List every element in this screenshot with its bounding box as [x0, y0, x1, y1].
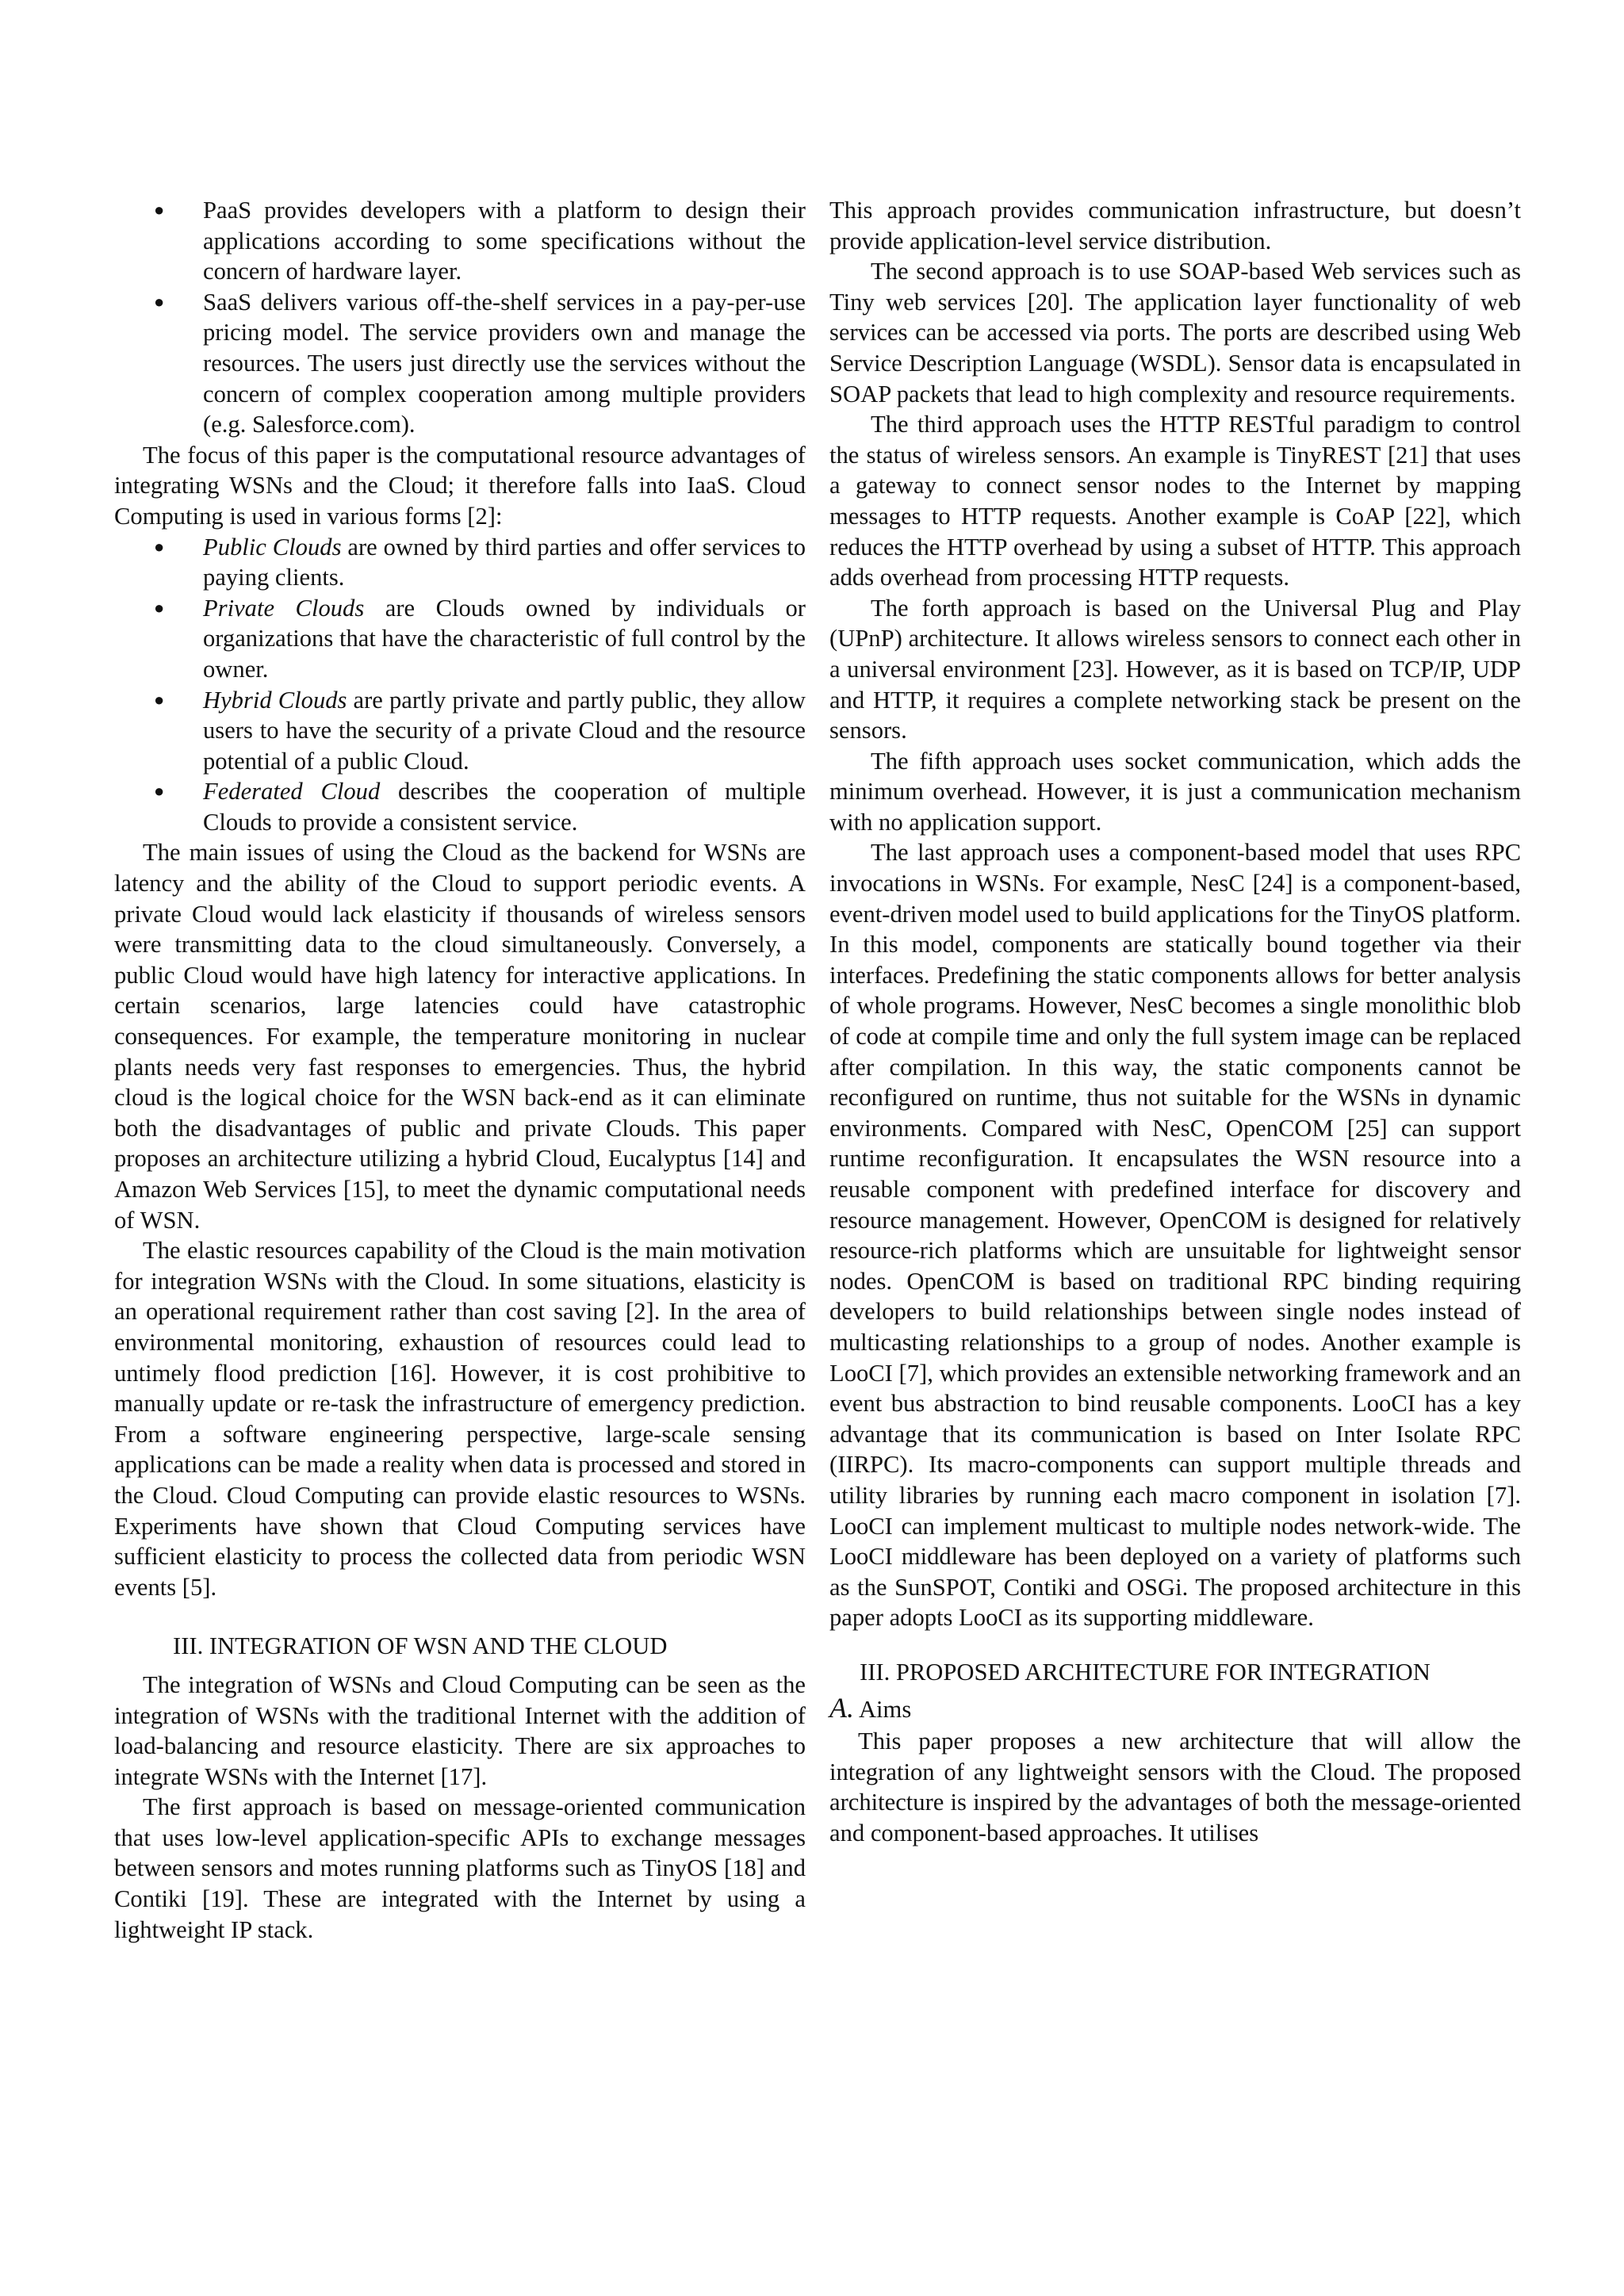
subsection-letter: A.	[829, 1691, 854, 1724]
cloud-types-list	[114, 532, 806, 838]
paragraph-fifth-approach: The fifth approach uses socket communication, which adds the minimum overhead. However, it is just a communication mechanism with no application support.	[829, 747, 1521, 836]
service-model-list	[114, 195, 806, 440]
section-heading-integration: III. INTEGRATION OF WSN AND THE CLOUD	[173, 1632, 668, 1660]
paragraph-forth-approach: The forth approach is based on the Universal Plug and Play (UPnP) architecture. It allows wireless sensors to connect each other in a universal environment [23]. However, as it is based on TCP/IP, UDP and HTTP, it requires a complete networking stack be present on the sensors.	[829, 594, 1521, 744]
list-item: ● Public Clouds are owned by third parties and offer services to paying clients.	[154, 533, 806, 591]
right-column	[829, 195, 1521, 1848]
paragraph-focus: The focus of this paper is the computational resource advantages of integrating WSNs and the Cloud; it therefore falls into IaaS. Cloud Computing is used in various forms [2]:	[114, 441, 806, 530]
paragraph-second-approach: The second approach is to use SOAP-based Web services such as Tiny web services [20]. The application layer functionality of web services can be accessed via ports. The ports are described using Web Service Description Language (WSDL). Sensor data is encapsulated in SOAP packets that lead to high complexity and resource requirements.	[829, 258, 1521, 408]
left-column	[114, 195, 806, 1945]
section-heading-proposed: III. PROPOSED ARCHITECTURE FOR INTEGRATION	[860, 1658, 1431, 1686]
list-item: ● Federated Cloud describes the cooperation of multiple Clouds to provide a consistent service.	[154, 778, 806, 836]
list-item: ● Hybrid Clouds are partly private and partly public, they allow users to have the security of a private Cloud and the resource potential of a public Cloud.	[154, 686, 806, 775]
term-private-clouds: Private Clouds	[203, 594, 365, 622]
term-hybrid-clouds: Hybrid Clouds	[203, 686, 347, 714]
list-item: ● PaaS provides developers with a platform to design their applications according to some specifications without the concern of hardware layer.	[154, 197, 806, 285]
paragraph-elastic: The elastic resources capability of the Cloud is the main motivation for integration WSNs with the Cloud. In some situations, elasticity is an operational requirement rather than cost saving [2]. In the area of environmental monitoring, exhaustion of resources could lead to untimely flood prediction [16]. However, it is cost prohibitive to manually update or re-task the infrastructure of emergency prediction. From a software engineering perspective, large-scale sensing applications can be made a reality when data is processed and stored in the Cloud. Cloud Computing can provide elastic resources to WSNs. Experiments have shown that Cloud Computing services have sufficient elasticity to process the collected data from periodic WSN events [5].	[114, 1237, 806, 1601]
list-item: ● Private Clouds are Clouds owned by individuals or organizations that have the characteristic of full control by the owner.	[154, 594, 806, 683]
bullet-icon: ●	[154, 536, 165, 557]
paragraph-last-approach: The last approach uses a component-based model that uses RPC invocations in WSNs. For example, NesC [24] is a component-based, event-driven model used to build applications for the TinyOS platform. In this model, components are statically bound together via their interfaces. Predefining the static components allows for better analysis of whole programs. However, NesC becomes a single monolithic blob of code at compile time and only the full system image can be replaced after compilation. In this way, the static components cannot be reconfigured on runtime, thus not suitable for the WSNs in dynamic environments. Compared with NesC, OpenCOM [25] can support runtime reconfiguration. It encapsulates the WSN resource into a reusable component with predefined interface for discovery and resource management. However, OpenCOM is designed for relatively resource-rich platforms which are unsuitable for lightweight sensor nodes. OpenCOM is based on traditional RPC binding requiring developers to build relationships between single nodes instead of multicasting relationships to a group of nodes. Another example is LooCI [7], which provides an extensible networking framework and an event bus abstraction to bind reusable components. LooCI has a key advantage that its communication is based on Inter Isolate RPC (IIRPC). Its macro-components can support multiple threads and utility libraries by running each macro component in isolation [7]. LooCI can implement multicast to multiple nodes network-wide. The LooCI middleware has been deployed on a variety of platforms such as the SunSPOT, Contiki and OSGi. The proposed architecture in this paper adopts LooCI as its supporting middleware.	[829, 839, 1521, 1632]
list-item: ● SaaS delivers various off-the-shelf services in a pay-per-use pricing model. The service providers own and manage the resources. The users just directly use the services without the concern of complex cooperation among multiple providers (e.g. Salesforce.com).	[154, 288, 806, 438]
paragraph-continued: This approach provides communication infrastructure, but doesn’t provide application-level service distribution.	[829, 197, 1521, 254]
paragraph-first-approach: The first approach is based on message-oriented communication that uses low-level application-specific APIs to exchange messages between sensors and motes running platforms such as TinyOS [18] and Contiki [19]. These are integrated with the Internet by using a lightweight IP stack.	[114, 1793, 806, 1943]
bullet-icon: ●	[154, 597, 165, 618]
paragraph-integration: The integration of WSNs and Cloud Computing can be seen as the integration of WSNs with the traditional Internet with the addition of load-balancing and resource elasticity. There are six approaches to integrate WSNs with the Internet [17].	[114, 1670, 806, 1790]
paragraph-aims: This paper proposes a new architecture that will allow the integration of any lightweight sensors with the Cloud. The proposed architecture is inspired by the advantages of both the message-oriented and component-based approaches. It utilises	[829, 1728, 1521, 1846]
bullet-icon: ●	[154, 689, 165, 710]
paragraph-third-approach: The third approach uses the HTTP RESTful paradigm to control the status of wireless sensors. An example is TinyREST [21] that uses a gateway to connect sensor nodes to the Internet by mapping messages to HTTP requests. Another example is CoAP [22], which reduces the HTTP overhead by using a subset of HTTP. This approach adds overhead from processing HTTP requests.	[829, 411, 1521, 591]
bullet-icon: ●	[154, 291, 165, 312]
paragraph-issues: The main issues of using the Cloud as the backend for WSNs are latency and the ability of the Cloud to support periodic events. A private Cloud would lack elasticity if thousands of wireless sensors were transmitting data to the cloud simultaneously. Conversely, a public Cloud would have high latency for interactive applications. In certain scenarios, large latencies could have catastrophic consequences. For example, the temperature monitoring in nuclear plants needs very fast responses to emergencies. Thus, the hybrid cloud is the logical choice for the WSN back-end as it can eliminate both the disadvantages of public and private Clouds. This paper proposes an architecture utilizing a hybrid Cloud, Eucalyptus [14] and Amazon Web Services [15], to meet the dynamic computational needs of WSN.	[114, 839, 806, 1234]
term-federated-cloud: Federated Cloud	[203, 778, 381, 806]
subsection-title: Aims	[854, 1695, 912, 1723]
subsection-heading-aims	[829, 1693, 1521, 1725]
bullet-icon: ●	[154, 200, 165, 220]
term-public-clouds: Public Clouds	[203, 533, 342, 561]
bullet-icon: ●	[154, 781, 165, 802]
